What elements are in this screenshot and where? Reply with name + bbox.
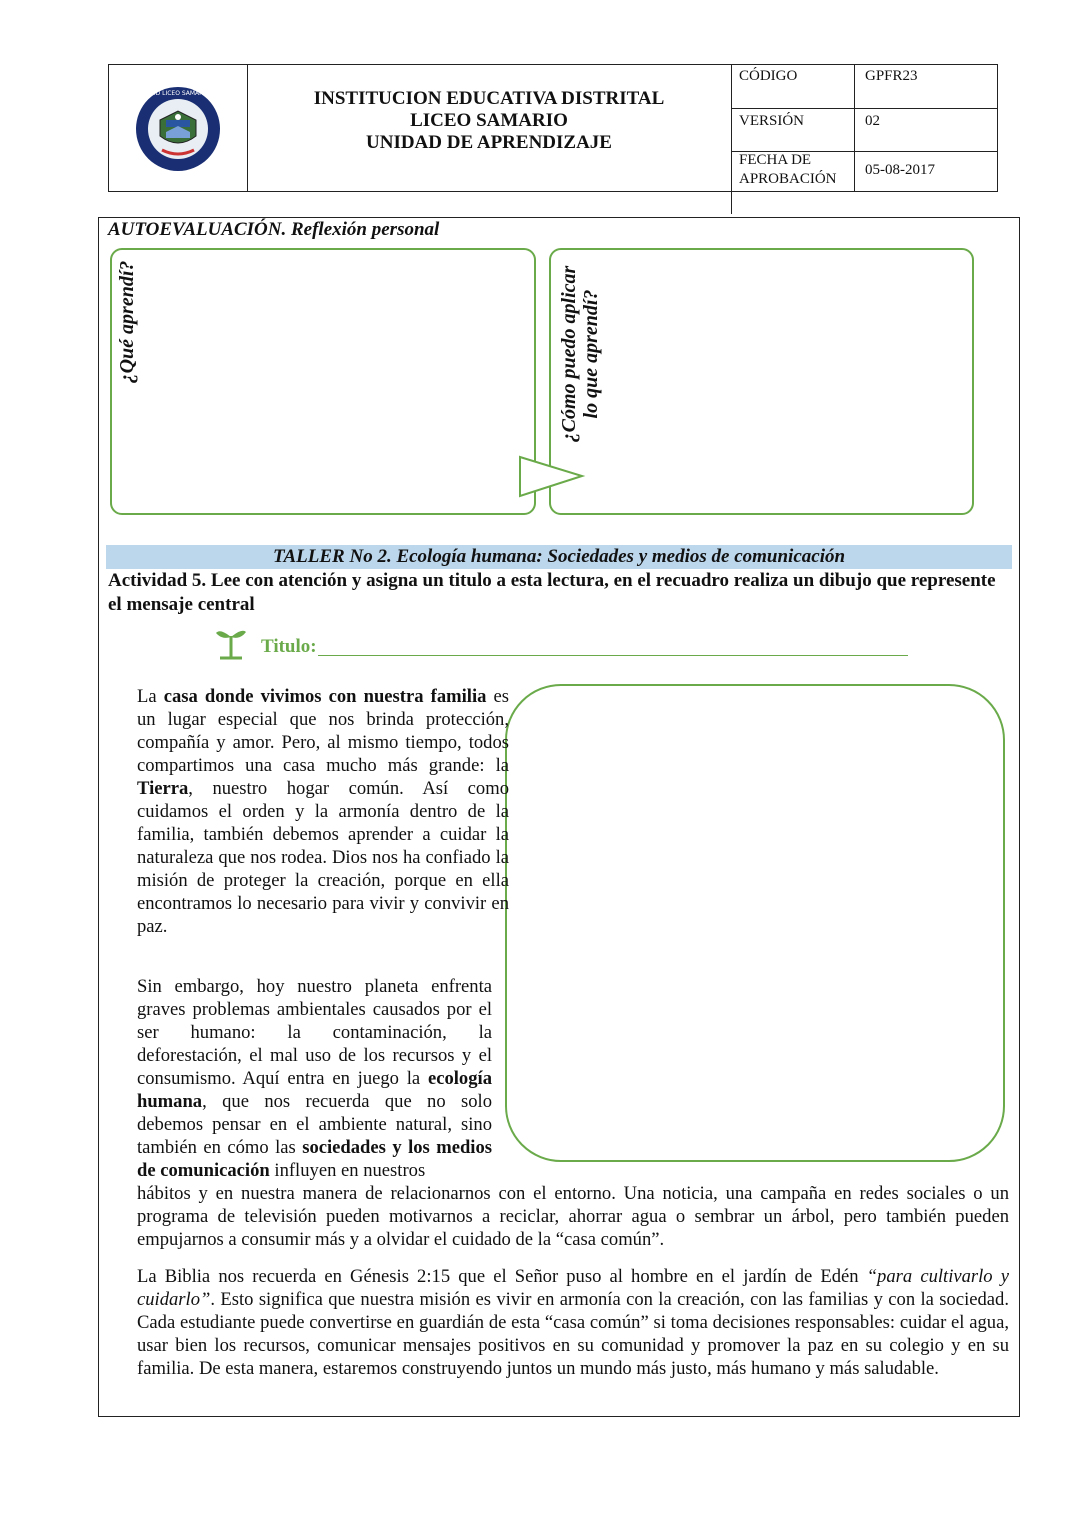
arrow-right-icon xyxy=(517,454,587,500)
p1-bold-tierra: Tierra xyxy=(137,778,189,799)
p1-bold-casa: casa donde vivimos con nuestra familia xyxy=(163,686,487,707)
title-line-1: INSTITUCION EDUCATIVA DISTRITAL xyxy=(313,88,665,109)
meta-value-version: 02 xyxy=(865,113,880,129)
svg-text:I.E.D LICEO SAMARIO: I.E.D LICEO SAMARIO xyxy=(146,90,210,97)
logo-cell xyxy=(109,65,248,191)
como-aplicar-label xyxy=(558,256,602,452)
meta-key-fecha xyxy=(731,151,855,191)
p2-text-c: , que nos recuerda que no solo debemos pensar en el ambiente natural, sino también en cómo las xyxy=(137,1091,492,1158)
que-aprendi-label: ¿Qué aprendí? xyxy=(116,260,138,384)
p3-text-a: La Biblia nos recuerda en Génesis 2:15 que el Señor puso al hombre en el jardín de Edén xyxy=(137,1266,867,1287)
title-line-2: LICEO SAMARIO xyxy=(410,110,568,131)
reading-paragraph-3 xyxy=(137,1265,1009,1380)
taller-banner: TALLER No 2. Ecología humana: Sociedades y medios de comunicación xyxy=(106,545,1012,569)
institution-title xyxy=(247,65,732,214)
drawing-box[interactable] xyxy=(505,684,1005,1162)
p3-text-c: . Esto significa que nuestra misión es vivir en armonía con la creación, con las familias y con la sociedad. Cada estudiante puede convertirse en guardián de esta “casa común” si toma decisiones responsables: cuidar el agua, usar bien los recursos, comunicar mensajes positivos en su comunidad y promover la paz en su colegio y en su familia. De esta manera, estaremos construyendo juntos un mundo más justo, más humano y más saludable. xyxy=(137,1289,1009,1379)
como-aplicar-box[interactable] xyxy=(549,248,974,515)
como-aplicar-line-1: ¿Cómo puedo aplicar xyxy=(558,265,580,443)
reading-paragraph-2-continued: hábitos y en nuestra manera de relacionarnos con el entorno. Una noticia, una campaña en redes sociales o un programa de televisión pueden motivarnos a reciclar, ahorrar agua o sembrar un árbol, pero también pueden empujarnos a consumir más y a olvidar el cuidado de la “casa común”. xyxy=(137,1183,1009,1250)
title-line-3: UNIDAD DE APRENDIZAJE xyxy=(366,132,612,153)
p1-text-c: es un lugar especial que nos brinda protección, compañía y amor. Pero, al mismo tiempo, todos compartimos una casa mucho más grande: la xyxy=(137,686,509,776)
sprout-icon xyxy=(214,624,248,660)
meta-value-fecha: 05-08-2017 xyxy=(865,162,935,178)
autoevaluacion-title: AUTOEVALUACIÓN. Reflexión personal xyxy=(108,219,440,240)
p1-text-e: , nuestro hogar común. Así como cuidamos el orden y la armonía dentro de la familia, también debemos aprender a cuidar la naturaleza que nos rodea. Dios nos ha confiado la misión de proteger la creación, porque en ella encontramos lo necesario para vivir y convivir en paz. xyxy=(137,778,509,937)
document-meta xyxy=(731,65,997,191)
p2-bold-sociedades: sociedades y los medios de comunicación xyxy=(137,1137,492,1181)
p1-text-a: La xyxy=(137,686,164,707)
header-table xyxy=(108,64,998,192)
meta-key-fecha-line-1: FECHA DE xyxy=(739,152,812,168)
titulo-label: Titulo: xyxy=(261,636,317,657)
p2-text-e: influyen en nuestros xyxy=(269,1160,426,1181)
meta-key-version: VERSIÓN xyxy=(731,108,855,151)
meta-key-fecha-line-2: APROBACIÓN xyxy=(739,171,837,187)
titulo-input-line[interactable] xyxy=(318,655,908,656)
meta-row-codigo xyxy=(731,65,997,109)
school-logo xyxy=(133,84,223,174)
meta-row-fecha xyxy=(731,151,997,191)
como-aplicar-line-2: lo que aprendí? xyxy=(580,289,602,419)
p3-italic-quote: “para cultivarlo y cuidarlo” xyxy=(137,1266,1009,1310)
meta-value-codigo: GPFR23 xyxy=(865,68,918,84)
meta-key-codigo: CÓDIGO xyxy=(731,65,855,108)
meta-row-version xyxy=(731,108,997,152)
reading-paragraph-1 xyxy=(137,685,509,938)
p2-bold-ecologia: ecología humana xyxy=(137,1068,492,1112)
que-aprendi-box[interactable] xyxy=(110,248,536,515)
reading-paragraph-2 xyxy=(137,975,492,1182)
activity-instructions: Actividad 5. Lee con atención y asigna un titulo a esta lectura, en el recuadro realiza un dibujo que represente el mensaje central xyxy=(108,570,996,615)
p2-text-a: Sin embargo, hoy nuestro planeta enfrenta graves problemas ambientales causados por el ser humano: la contaminación, la deforestación, el mal uso de los recursos y el consumismo. Aquí entra en juego la xyxy=(137,976,492,1089)
